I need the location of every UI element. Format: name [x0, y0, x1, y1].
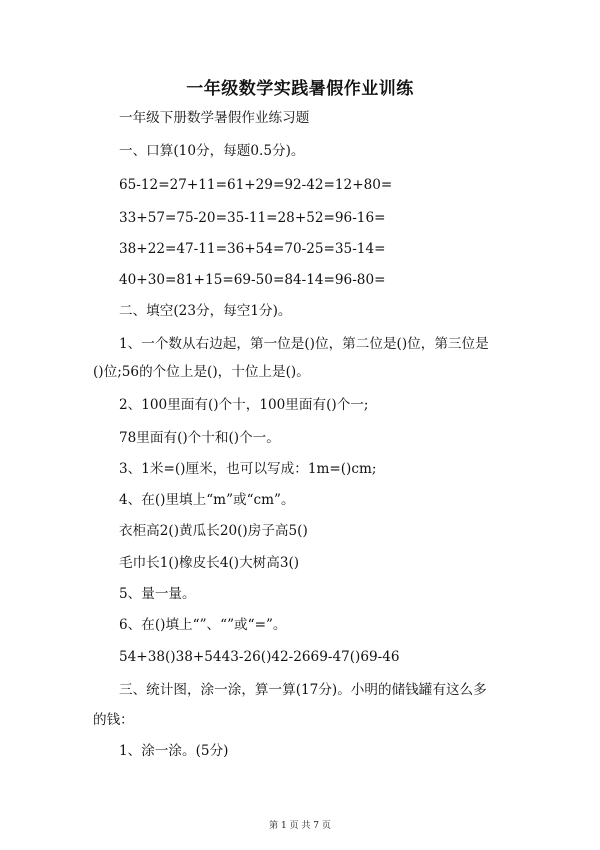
statistics-question-1: 1、涂一涂。(5分) — [119, 743, 229, 759]
calc-row-2: 33+57=75-20=35-11=28+52=96-16= — [119, 210, 386, 226]
calc-row-1: 65-12=27+11=61+29=92-42=12+80= — [119, 177, 393, 193]
question-5: 5、量一量。 — [119, 586, 196, 602]
page-footer: 第 1 页 共 7 页 — [269, 821, 331, 831]
section-heading-statistics: 三、统计图，涂一涂，算一算(17分)。小明的储钱罐有这么多 — [119, 682, 487, 698]
section-heading-statistics-cont: 的钱： — [93, 712, 134, 728]
calc-row-3: 38+22=47-11=36+54=70-25=35-14= — [119, 241, 386, 257]
question-6-items: 54+38()38+5443-26()42-2669-47()69-46 — [119, 649, 400, 665]
section-heading-oral-calc: 一、口算(10分，每题0.5分)。 — [119, 143, 305, 159]
question-2-line-2: 78里面有()个十和()个一。 — [119, 430, 280, 446]
question-4-items-2: 毛巾长1()橡皮长4()大树高3() — [119, 555, 300, 571]
question-1-line-1: 1、一个数从右边起，第一位是()位，第二位是()位，第三位是 — [119, 336, 489, 352]
subtitle-line: 一年级下册数学暑假作业练习题 — [119, 110, 310, 126]
question-4-items-1: 衣柜高2()黄瓜长20()房子高5() — [119, 523, 308, 539]
question-4: 4、在()里填上“m”或“cm”。 — [119, 492, 295, 508]
document-title: 一年级数学实践暑假作业训练 — [186, 79, 414, 99]
question-1-line-2: ()位;56的个位上是()，十位上是()。 — [93, 364, 310, 380]
calc-row-4: 40+30=81+15=69-50=84-14=96-80= — [119, 272, 386, 288]
question-3: 3、1米=()厘米，也可以写成：1m=()cm; — [119, 461, 377, 477]
question-2-line-1: 2、100里面有()个十，100里面有()个一; — [119, 397, 369, 413]
section-heading-fill-blank: 二、填空(23分，每空1分)。 — [119, 303, 292, 319]
question-6: 6、在()填上“”、“”或“=”。 — [119, 617, 287, 633]
